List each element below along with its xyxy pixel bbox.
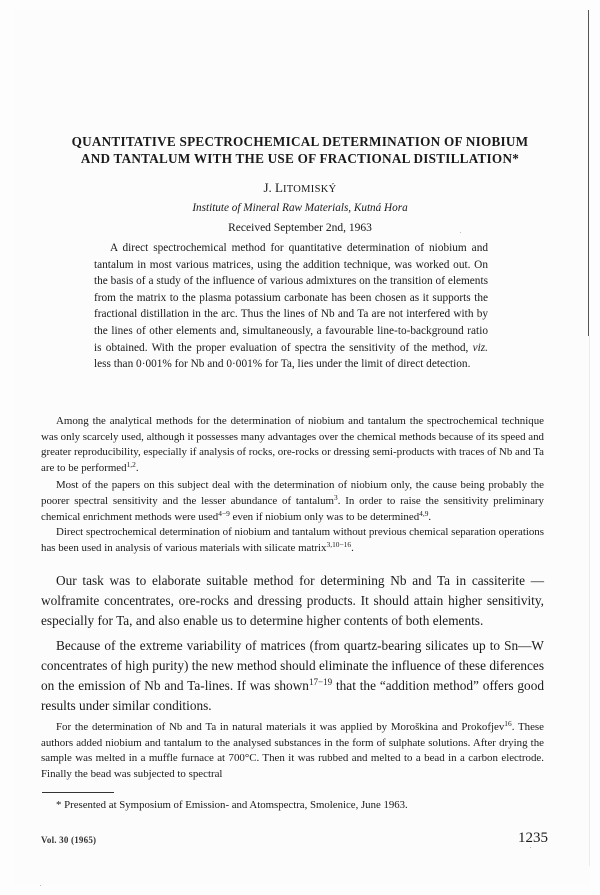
citation-ref: 4−9	[218, 508, 230, 518]
main-p2-b: that the “addition method” offers good results under similar conditions.	[41, 677, 544, 713]
footnote: * Presented at Symposium of Emission- and Atomspectra, Smolenice, June 1963.	[56, 799, 408, 811]
intro-p1-end: .	[135, 461, 139, 474]
main-paragraph-1: Our task was to elaborate suitable method for determining Nb and Ta in cassiterite — wolframite concentrates, ore-rocks and dressing products. It should attain higher sensitivity, especially for Ta, and also enable us to determine higher contents of both elements.	[41, 573, 544, 628]
abstract-text: A direct spectrochemical method for quantitative determination of niobium and tantalum in most various matrices, using the addition technique, was worked out. On the basis of a study of the influence of various admixtures on the transition of elements from the matrix to the plasma potassium carbonate has been chosen as it supports the fractional distillation in the arc. Thus the lines of Nb and Ta are not interfered with by the lines of other elements and, simultaneously, a favourable line-to-background ratio is obtained. With the proper evaluation of spectra the sensitivity of the method,	[94, 242, 488, 354]
author-surname: ITOMISKÝ	[282, 184, 337, 195]
citation-ref: 17−19	[308, 677, 333, 688]
continuation-a: For the determination of Nb and Ta in natural materials it was applied by Moroškina and Prokofjev	[56, 721, 505, 733]
intro-p2-c: even if niobium only was to be determined	[229, 510, 420, 523]
intro-p2-d: .	[428, 510, 432, 523]
intro-p2-a: Most of the papers on this subject deal with the determination of niobium only, the cause being probably the poorer spectral sensitivity and the lesser abundance of tantalum	[41, 479, 544, 507]
intro-paragraph-3	[41, 525, 544, 556]
main-paragraph-2	[41, 636, 544, 715]
author-initial: J. L	[263, 180, 283, 195]
page-number: 1235	[518, 830, 548, 846]
continuation-paragraph	[41, 720, 544, 782]
intro-p3-text: Direct spectrochemical determination of niobium and tantalum without previous chemical separation operations has been used in analysis of various materials with silicate matrix	[41, 526, 544, 554]
footnote-rule	[42, 792, 114, 793]
page-edge-line	[588, 10, 589, 336]
intro-paragraph-2	[41, 478, 544, 525]
intro-section	[41, 414, 544, 556]
title-line-2: AND TANTALUM WITH THE USE OF FRACTIONAL DISTILLATION*	[80, 151, 520, 166]
received-date: Received September 2nd, 1963	[228, 222, 372, 234]
citation-ref: 3	[334, 492, 338, 502]
title-line-1: QUANTITATIVE SPECTROCHEMICAL DETERMINATION OF NIOBIUM	[71, 134, 529, 149]
paper-title	[0, 133, 600, 167]
scan-speck	[530, 847, 531, 848]
main-section	[41, 571, 544, 722]
citation-ref: 1,2	[126, 459, 136, 469]
page-edge-faint	[589, 336, 590, 866]
continuation-b: . These authors added niobium and tantalum to the analysed substances in the form of sulphate solutions. After drying the sample was melted in a muffle furnace at 700°C. Then it was rubbed and melted to a bead in a carbon electrode. Finally the bead was subjected to spectral	[41, 721, 544, 780]
intro-p1-text: Among the analytical methods for the determination of niobium and tantalum the spectrochemical technique was only scarcely used, although it possesses many advantages over the chemical methods because of its speed and greater reproducibility, especially if analysis of rocks, ore-rocks or dressing semi-products with traces of Nb and Ta are to be performed	[41, 415, 544, 474]
intro-p2-b: . In order to raise the sensitivity preliminary chemical enrichment methods were used	[41, 494, 544, 523]
continuation-section	[41, 720, 544, 782]
journal-volume: Vol. 30 (1965)	[41, 835, 97, 845]
citation-ref: 4,9	[419, 508, 429, 518]
scan-speck	[40, 885, 41, 886]
intro-p3-end: .	[351, 541, 354, 554]
citation-ref: 16	[504, 718, 512, 728]
abstract-viz: viz.	[472, 341, 488, 354]
citation-ref: 3,10−16	[326, 539, 352, 549]
main-p2-a: Because of the extreme variability of matrices (from quartz-bearing silicates up to Sn—W concentrates of high purity) the new method should eliminate the influence of these diferences on the emission of Nb and Ta-lines. If was shown	[41, 638, 544, 693]
abstract	[94, 240, 488, 373]
affiliation: Institute of Mineral Raw Materials, Kutná Hora	[192, 202, 408, 214]
scan-speck	[460, 232, 461, 233]
author-name	[0, 180, 600, 198]
abstract-text-end: less than 0·001% for Nb and 0·001% for Ta, lies under the limit of direct detection.	[94, 358, 471, 371]
intro-paragraph-1	[41, 414, 544, 476]
